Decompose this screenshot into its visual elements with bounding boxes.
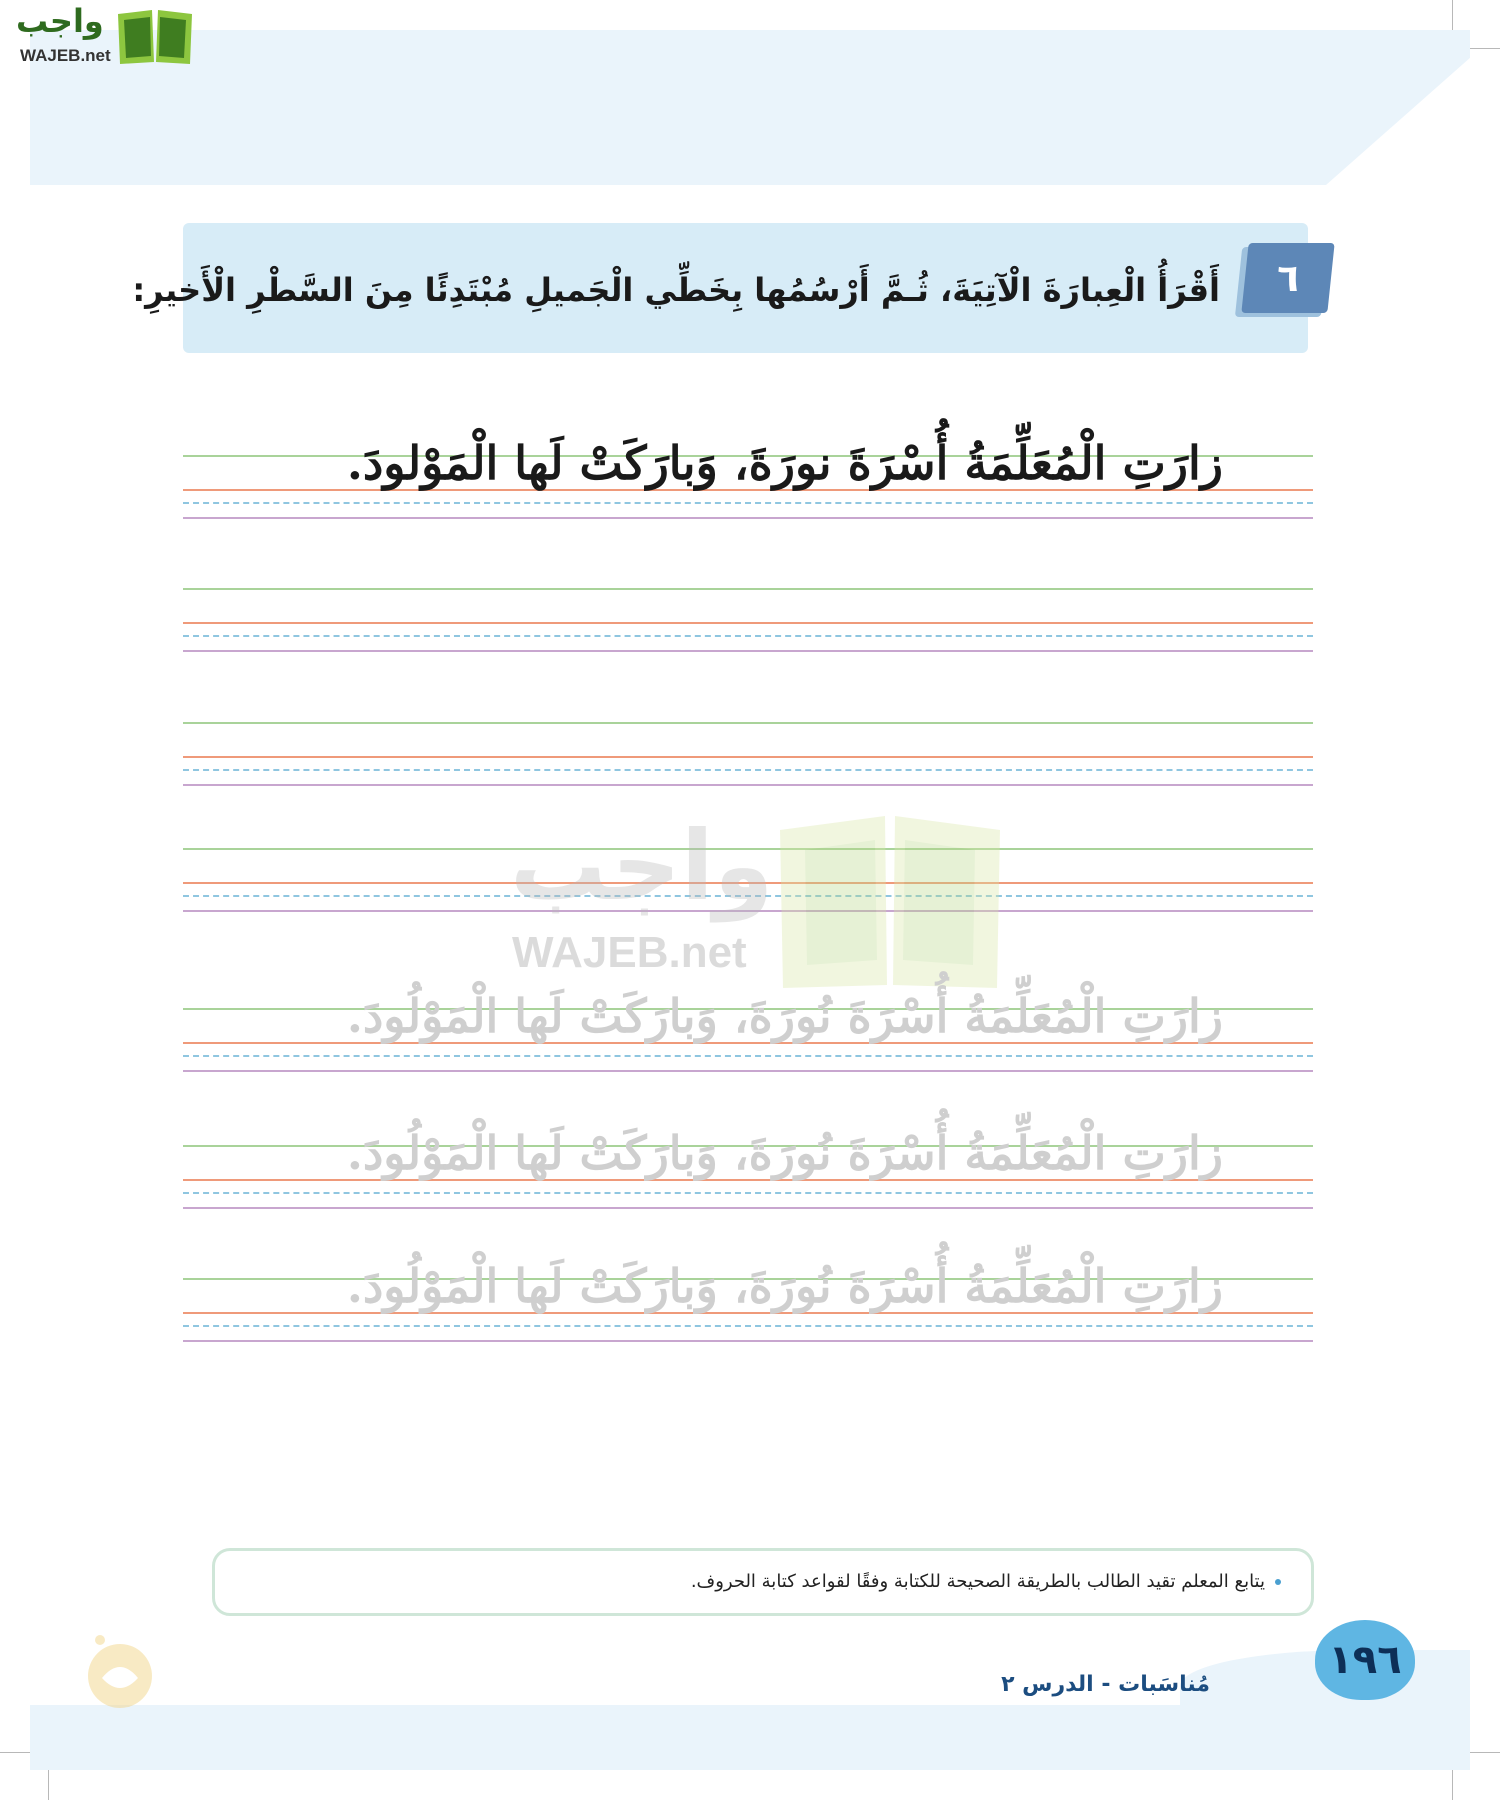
practice-line-model xyxy=(183,436,1313,535)
publisher-badge-icon xyxy=(80,1628,160,1718)
instruction-text: أَقْرَأُ الْعِبارَةَ الْآتِيَةَ، ثُـمَّ أَرْسُمُها بِخَطِّي الْجَميلِ مُبْتَدِئًا مِنَ السَّطْرِ الْأَخيرِ: xyxy=(132,271,1220,309)
page-number: ١٩٦ xyxy=(1315,1620,1415,1700)
crop-mark xyxy=(1470,48,1500,49)
crop-mark xyxy=(1452,1770,1453,1800)
book-icon xyxy=(775,810,1005,990)
crop-mark xyxy=(1452,0,1453,30)
bullet-icon xyxy=(1275,1579,1281,1585)
crop-mark xyxy=(48,1770,49,1800)
practice-line-trace[interactable] xyxy=(183,1126,1313,1225)
practice-line-empty[interactable] xyxy=(183,722,1313,802)
teacher-note-text: يتابع المعلم تقيد الطالب بالطريقة الصحيحة للكتابة وفقًا لقواعد كتابة الحروف. xyxy=(690,1571,1265,1592)
watermark xyxy=(500,810,1020,1010)
logo-latin: WAJEB.net xyxy=(20,46,111,65)
teacher-note-box xyxy=(212,1548,1314,1616)
watermark-arabic: واجب xyxy=(510,810,774,922)
book-icon xyxy=(114,6,196,66)
crop-mark xyxy=(0,1752,30,1753)
teacher-note xyxy=(691,1551,1281,1613)
trace-sentence: زارَتِ الْمُعَلِّمَةُ أُسْرَةَ نُورَةَ، وَبارَكَتْ لَها الْمَوْلُودَ. xyxy=(346,989,1223,1043)
practice-line-empty[interactable] xyxy=(183,588,1313,668)
model-sentence: زارَتِ الْمُعَلِّمَةُ أُسْرَةَ نورَةَ، وَبارَكَتْ لَها الْمَوْلودَ. xyxy=(346,436,1223,490)
watermark-latin: WAJEB.net xyxy=(512,928,747,977)
header-band xyxy=(30,30,1470,185)
lesson-title: مُناسَبات - الدرس ٢ xyxy=(1001,1672,1210,1697)
logo-arabic: واجب xyxy=(16,2,104,40)
trace-sentence: زارَتِ الْمُعَلِّمَةُ أُسْرَةَ نُورَةَ، وَبارَكَتْ لَها الْمَوْلُودَ. xyxy=(346,1126,1223,1180)
trace-sentence: زارَتِ الْمُعَلِّمَةُ أُسْرَةَ نُورَةَ، وَبارَكَتْ لَها الْمَوْلُودَ. xyxy=(346,1259,1223,1313)
site-logo[interactable] xyxy=(8,4,198,66)
crop-mark xyxy=(1470,1752,1500,1753)
practice-line-trace[interactable] xyxy=(183,1259,1313,1358)
practice-line-trace[interactable] xyxy=(183,989,1313,1088)
footer-band xyxy=(30,1705,1470,1770)
exercise-number: ٦ xyxy=(1241,243,1334,313)
